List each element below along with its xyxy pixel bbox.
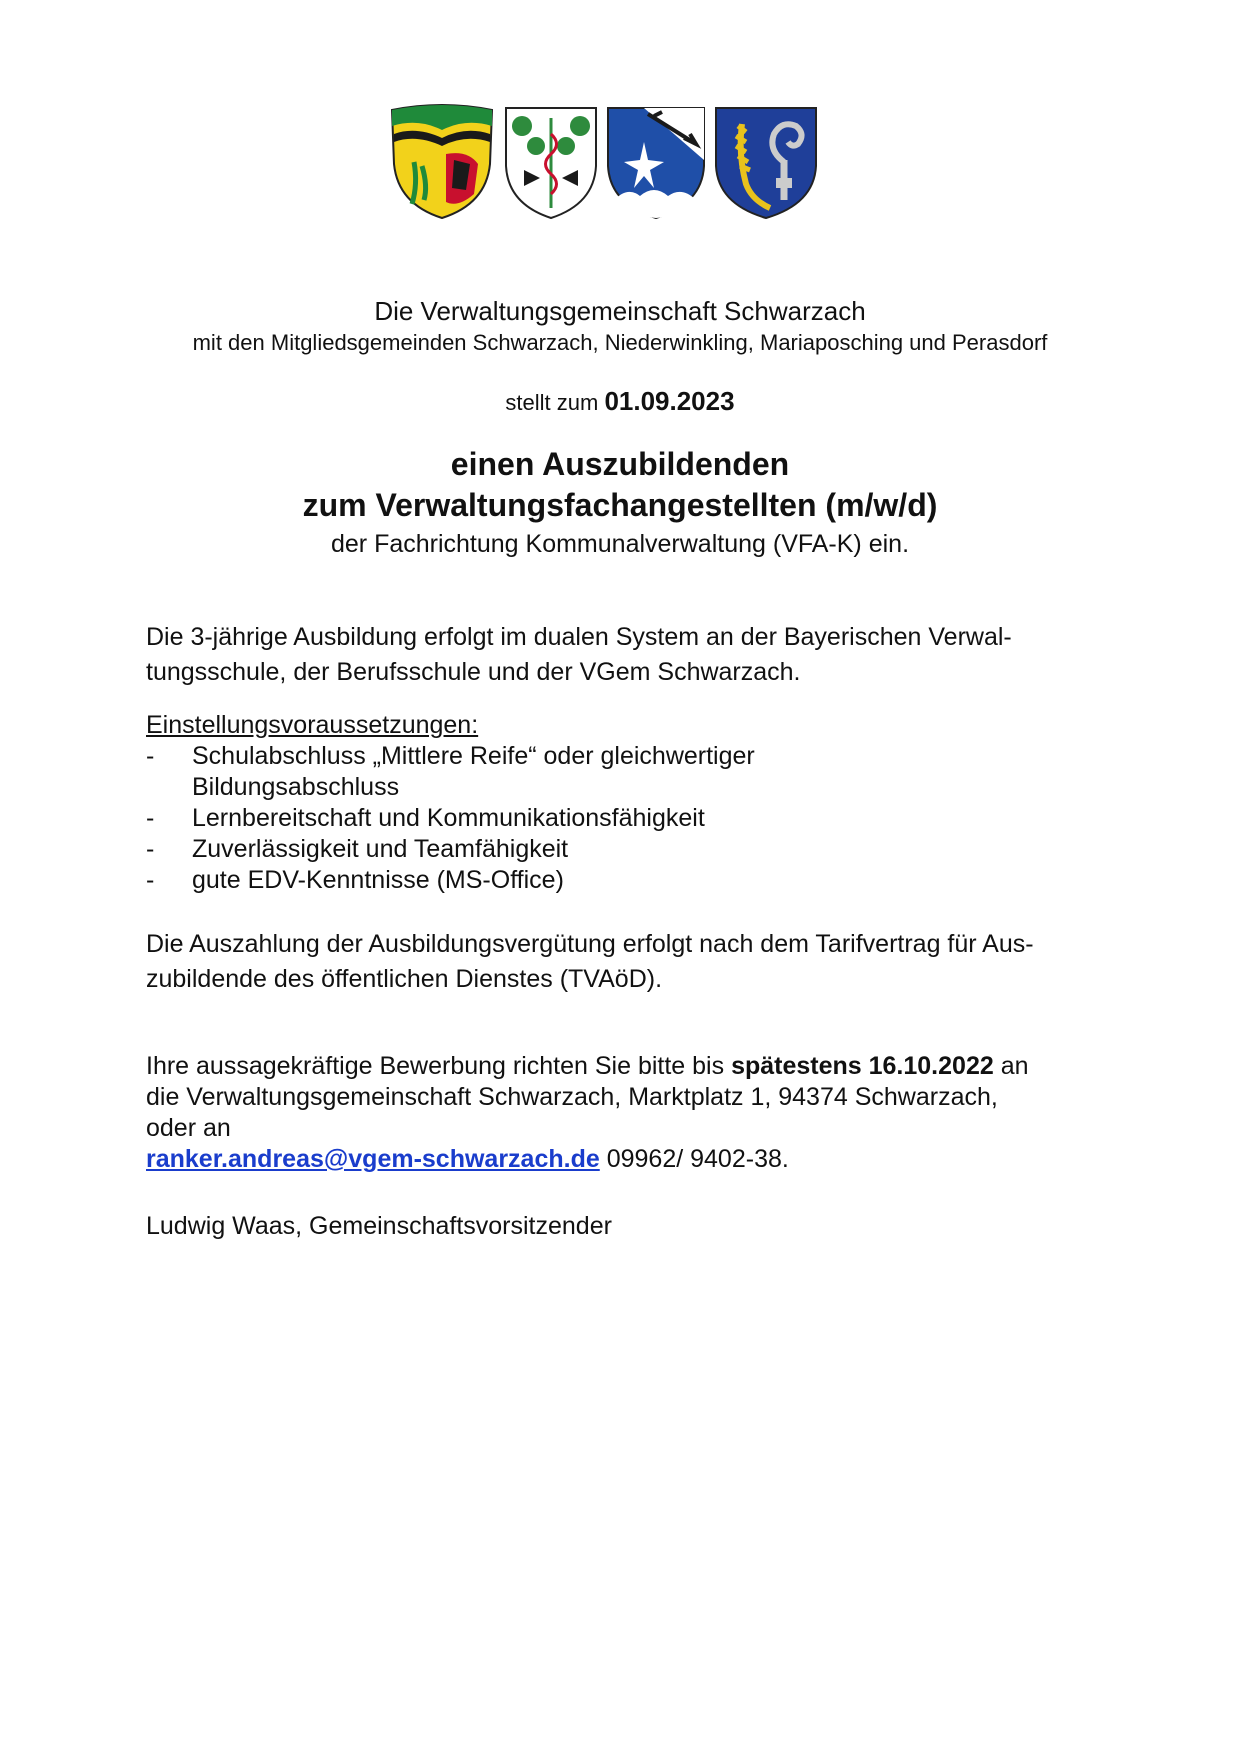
crest-wheat-crozier: [712, 104, 820, 224]
application-address: die Verwaltungsgemeinschaft Schwarzach, Marktplatz 1, 94374 Schwarzach,: [146, 1083, 998, 1111]
pay-line: Die Auszahlung der Ausbildungsvergütung erfolgt nach dem Tarifvertrag für Aus-: [146, 930, 1034, 958]
list-item-text: Schulabschluss „Mittlere Reife“ oder gleichwertiger: [192, 742, 755, 770]
position-title-line1: einen Auszubildenden: [450, 446, 790, 482]
requirements-heading: Einstellungsvoraussetzungen:: [146, 711, 479, 739]
list-item: [146, 834, 1146, 865]
start-date-prefix: stellt zum: [505, 390, 605, 415]
application-paragraph: [146, 1051, 1146, 1175]
position-title-line3: der Fachrichtung Kommunalverwaltung (VFA-K) ein.: [330, 530, 910, 558]
list-item-text: Bildungsabschluss: [192, 773, 400, 801]
start-date-line: [0, 386, 1240, 417]
application-line: [146, 1051, 1146, 1082]
list-dash: -: [146, 742, 155, 770]
organization-title: Die Verwaltungsgemeinschaft Schwarzach: [374, 296, 866, 326]
phone-number: 09962/ 9402-38.: [599, 1145, 789, 1173]
application-text: oder an: [146, 1114, 231, 1142]
list-item-text: gute EDV-Kenntnisse (MS-Office): [192, 866, 564, 894]
application-deadline: spätestens 16.10.2022: [731, 1052, 994, 1080]
intro-line: Die 3-jährige Ausbildung erfolgt im dualen System an der Bayerischen Verwal-: [146, 623, 1012, 651]
start-date: 01.09.2023: [604, 386, 735, 416]
list-item-text: Lernbereitschaft und Kommunikationsfähigkeit: [192, 804, 705, 832]
pay-paragraph: [146, 927, 1146, 997]
crest-yellow-green: [386, 104, 498, 224]
signature-line: Ludwig Waas, Gemeinschaftsvorsitzender: [146, 1212, 612, 1240]
requirements-list: [146, 741, 1146, 896]
pay-line: zubildende des öffentlichen Dienstes (TVAöD).: [146, 965, 663, 993]
crest-grapevine: [502, 104, 600, 224]
list-item-text: Zuverlässigkeit und Teamfähigkeit: [192, 835, 569, 863]
crest-blue-star: [604, 104, 708, 224]
intro-paragraph: [146, 620, 1146, 690]
member-municipalities-line: mit den Mitgliedsgemeinden Schwarzach, Niederwinkling, Mariaposching und Perasdorf: [192, 330, 1048, 355]
application-text: an: [993, 1052, 1029, 1080]
position-title-line2: zum Verwaltungsfachangestellten (m/w/d): [302, 487, 938, 523]
contact-line: [146, 1144, 1146, 1175]
list-dash: -: [146, 866, 155, 894]
requirements-section: [146, 710, 1146, 896]
email-link[interactable]: ranker.andreas@vgem-schwarzach.de: [146, 1145, 600, 1173]
list-dash: -: [146, 835, 155, 863]
list-item: [146, 741, 1146, 803]
list-item: [146, 803, 1146, 834]
application-text: Ihre aussagekräftige Bewerbung richten Sie bitte bis: [146, 1052, 732, 1080]
list-dash: -: [146, 804, 155, 832]
intro-line: tungsschule, der Berufsschule und der VGem Schwarzach.: [146, 658, 801, 686]
list-item: [146, 865, 1146, 896]
coats-of-arms-row: [386, 104, 856, 234]
